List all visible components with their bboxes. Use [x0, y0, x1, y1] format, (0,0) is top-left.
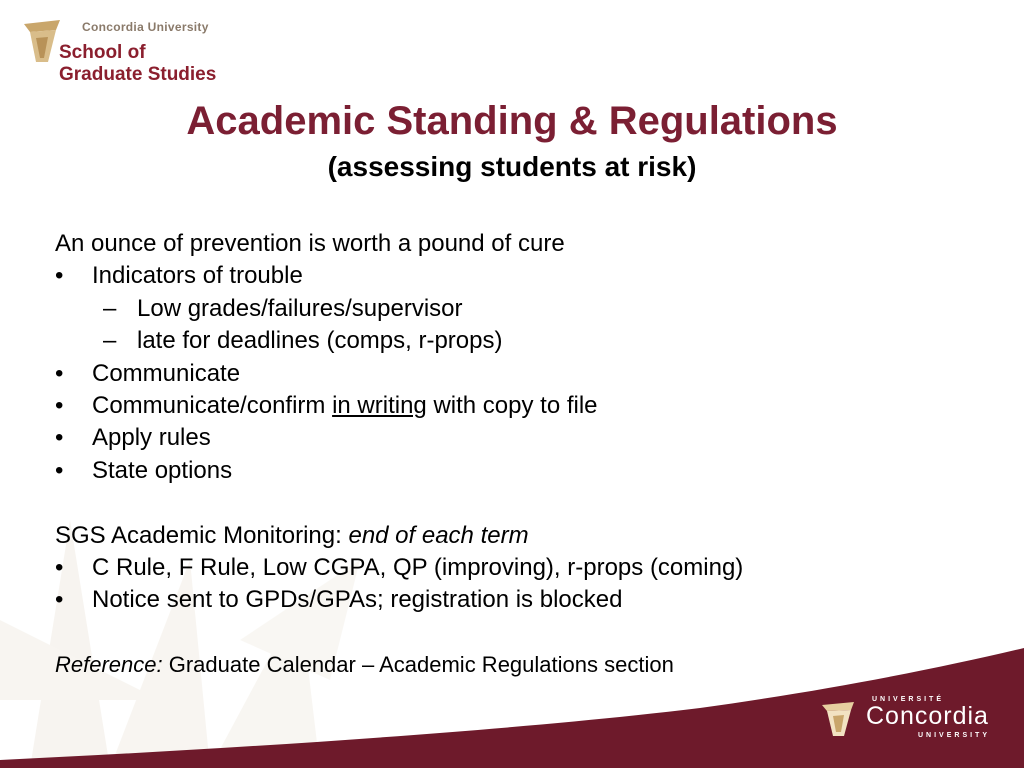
- slide-title: Academic Standing & Regulations: [186, 99, 838, 143]
- bullet-text: C Rule, F Rule, Low CGPA, QP (improving), r-props (coming): [92, 553, 744, 581]
- sub-bullet-item: [55, 325, 975, 357]
- spacer: [55, 617, 975, 649]
- bullet-icon: •: [55, 262, 64, 290]
- bullet-item: [55, 552, 975, 584]
- slide-body: [55, 228, 975, 681]
- bullet-text: Indicators of trouble: [92, 262, 303, 290]
- sgs-logo: [22, 16, 262, 88]
- dash-icon: –: [103, 294, 117, 322]
- bullet-text-post: with copy to file: [426, 391, 598, 419]
- bullet-item: [55, 390, 975, 422]
- bullet-item: [55, 584, 975, 616]
- bullet-item: [55, 358, 975, 390]
- reference-label: Reference:: [55, 652, 163, 678]
- reference-line: [55, 649, 975, 681]
- bullet-text: State options: [92, 456, 233, 484]
- school-name-line2: Graduate Studies: [59, 64, 217, 85]
- concordia-emblem-icon: [22, 18, 62, 64]
- school-name-line1: School of: [59, 42, 146, 63]
- concordia-logo: [820, 694, 1000, 744]
- bullet-text: Notice sent to GPDs/GPAs; registration is blocked: [92, 586, 623, 614]
- logo-universite: UNIVERSITÉ: [872, 696, 945, 703]
- intro-line: An ounce of prevention is worth a pound of cure: [55, 230, 565, 257]
- bullet-item: [55, 455, 975, 487]
- bullet-icon: •: [55, 456, 64, 484]
- spacer: [55, 487, 975, 519]
- logo-concordia: Concordia: [866, 702, 989, 730]
- bullet-text: Communicate: [92, 359, 241, 387]
- sub-bullet-text: late for deadlines (comps, r-props): [137, 327, 503, 355]
- bullet-item: [55, 260, 975, 292]
- sub-bullet-text: Low grades/failures/supervisor: [137, 294, 463, 322]
- monitoring-when: end of each term: [348, 521, 529, 549]
- bullet-icon: •: [55, 586, 64, 614]
- university-name: Concordia University: [82, 20, 209, 34]
- bullet-text: Apply rules: [92, 424, 211, 452]
- bullet-icon: •: [55, 424, 64, 452]
- slide-subtitle: (assessing students at risk): [327, 151, 697, 182]
- bullet-item: [55, 422, 975, 454]
- bullet-icon: •: [55, 359, 64, 387]
- bullet-icon: •: [55, 553, 64, 581]
- monitoring-line: [55, 520, 975, 552]
- bullet-text-pre: Communicate/confirm: [92, 391, 333, 419]
- logo-university: UNIVERSITY: [918, 732, 991, 739]
- monitoring-label: SGS Academic Monitoring:: [55, 521, 349, 549]
- bullet-icon: •: [55, 391, 64, 419]
- bullet-text-underlined: in writing: [332, 391, 427, 419]
- concordia-emblem-icon: [820, 700, 856, 738]
- sub-bullet-item: [55, 293, 975, 325]
- reference-text: Graduate Calendar – Academic Regulations section: [162, 652, 674, 678]
- dash-icon: –: [103, 327, 117, 355]
